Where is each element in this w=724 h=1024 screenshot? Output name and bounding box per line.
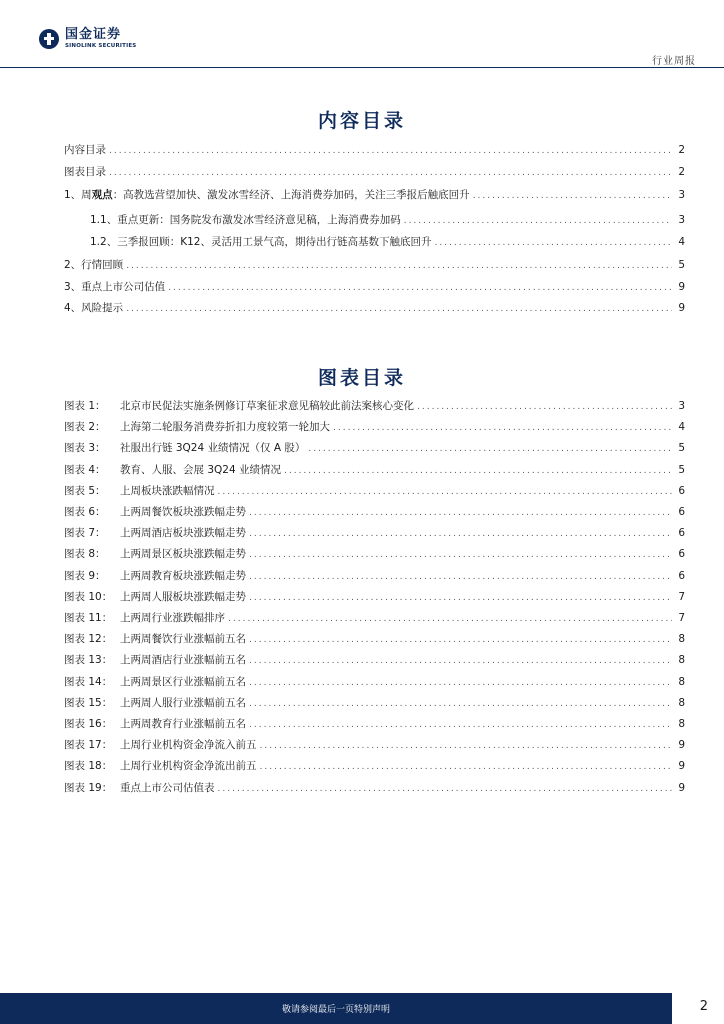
dot-leader	[249, 696, 672, 712]
figure-label: 上两周景区行业涨幅前五名	[120, 675, 246, 688]
toc-page-number: 2	[678, 144, 685, 156]
dot-leader	[260, 738, 673, 754]
dot-leader	[249, 632, 672, 648]
figure-page-number: 9	[678, 781, 685, 794]
figure-item[interactable]	[64, 398, 685, 414]
figure-page-number: 6	[678, 484, 685, 497]
figure-label: 上两周酒店行业涨幅前五名	[120, 654, 246, 667]
figure-page-number: 8	[678, 675, 685, 688]
figure-number: 图表 14：	[64, 675, 113, 688]
dot-leader	[249, 569, 672, 585]
company-name-cn: 国金证券	[65, 27, 122, 42]
sinolink-logo-icon	[38, 28, 60, 50]
page-header	[0, 0, 724, 70]
figure-number: 图表 18：	[64, 760, 113, 773]
figure-page-number: 8	[678, 633, 685, 646]
figure-item[interactable]	[64, 716, 685, 732]
figure-item[interactable]	[64, 440, 685, 456]
figure-label: 上两周酒店板块涨跌幅走势	[120, 527, 246, 540]
contents-title: 内容目录	[317, 110, 406, 132]
figure-item[interactable]	[64, 610, 685, 626]
dot-leader	[434, 235, 672, 251]
figure-label: 教育、人服、会展 3Q24 业绩情况	[120, 463, 281, 476]
dot-leader	[126, 301, 672, 317]
figure-label: 上两周教育板块涨跌幅走势	[120, 569, 246, 582]
figure-number: 图表 19：	[64, 781, 113, 794]
figure-number: 图表 16：	[64, 718, 113, 730]
figure-item[interactable]	[64, 504, 685, 520]
figure-label: 社服出行链 3Q24 业绩情况（仅 A 股）	[120, 442, 306, 455]
figure-page-number: 7	[678, 590, 685, 603]
figure-item[interactable]	[64, 758, 685, 774]
figure-number: 图表 7：	[64, 527, 106, 540]
dot-leader	[228, 611, 672, 627]
toc-subitem[interactable]: 1.2、三季报回顾：K12、灵活用工景气高，期待出行链高基数下触底回升 ..... 4	[90, 234, 685, 250]
figure-item[interactable]	[64, 589, 685, 605]
figure-label: 上两周餐饮行业涨幅前五名	[120, 633, 246, 646]
toc-page-number: 9	[678, 302, 685, 314]
toc-page-number: 3	[678, 189, 685, 201]
toc-item[interactable]: 内容目录 ..... 2	[64, 142, 685, 158]
dot-leader	[218, 781, 673, 797]
figure-label: 上两周行业涨跌幅排序	[120, 612, 225, 624]
report-type-label: 行业周报	[652, 56, 696, 67]
toc-page-number: 9	[678, 281, 685, 293]
dot-leader	[109, 143, 672, 159]
dot-leader	[249, 675, 672, 691]
figure-item[interactable]	[64, 462, 685, 478]
figure-item[interactable]	[64, 568, 685, 584]
figure-item[interactable]	[64, 674, 685, 690]
figure-label: 上两周教育行业涨幅前五名	[120, 718, 246, 730]
toc-page-number: 4	[678, 236, 685, 248]
disclaimer-note: 敬请参阅最后一页特别声明	[281, 1005, 390, 1015]
figure-label: 上两周餐饮板块涨跌幅走势	[120, 506, 246, 518]
toc-item[interactable]: 4、风险提示 ..... 9	[64, 300, 685, 316]
figure-number: 图表 10：	[64, 590, 113, 603]
figure-number: 图表 17：	[64, 739, 113, 752]
figure-item[interactable]	[64, 695, 685, 711]
toc-item[interactable]: 1、周观点：高教选营望加快、激发冰雪经济、上海消费券加码，关注三季报后触底回升 ..... 3	[64, 187, 685, 203]
figure-page-number: 9	[678, 760, 685, 773]
figure-page-number: 9	[678, 739, 685, 752]
header-divider	[0, 67, 724, 68]
toc-item[interactable]: 图表目录 ..... 2	[64, 164, 685, 180]
figure-number: 图表 5：	[64, 484, 106, 497]
dot-leader	[260, 759, 673, 775]
company-logo	[38, 28, 136, 50]
figure-number: 图表 12：	[64, 633, 113, 646]
figure-page-number: 8	[678, 654, 685, 667]
figure-page-number: 7	[678, 612, 685, 624]
dot-leader	[218, 484, 673, 500]
dot-leader	[126, 258, 672, 274]
figure-number: 图表 6：	[64, 506, 106, 518]
figure-number: 图表 4：	[64, 463, 106, 476]
dot-leader	[249, 547, 672, 563]
page-number: 2	[699, 999, 708, 1014]
figure-label: 上周板块涨跌幅情况	[120, 484, 215, 497]
figure-item[interactable]	[64, 419, 685, 435]
figure-item[interactable]	[64, 525, 685, 541]
toc-item[interactable]: 3、重点上市公司估值 ..... 9	[64, 279, 685, 295]
dot-leader	[473, 188, 672, 204]
dot-leader	[333, 420, 672, 436]
figure-number: 图表 11：	[64, 612, 113, 624]
figure-label: 上周行业机构资金净流入前五	[120, 739, 257, 752]
figure-label: 上两周景区板块涨跌幅走势	[120, 548, 246, 561]
dot-leader	[249, 590, 672, 606]
figure-item[interactable]	[64, 631, 685, 647]
figure-page-number: 3	[678, 400, 685, 412]
company-name-en: SINOLINK SECURITIES	[65, 43, 137, 49]
figure-page-number: 6	[678, 548, 685, 561]
dot-leader	[249, 526, 672, 542]
figure-number: 图表 8：	[64, 548, 106, 561]
figure-label: 重点上市公司估值表	[120, 781, 215, 794]
figure-page-number: 6	[678, 569, 685, 582]
figure-page-number: 4	[678, 421, 685, 434]
figure-number: 图表 9：	[64, 569, 106, 582]
toc-item[interactable]: 2、行情回顾 ..... 5	[64, 257, 685, 273]
toc-page-number: 3	[678, 214, 685, 226]
dot-leader	[417, 399, 672, 415]
dot-leader	[249, 653, 672, 669]
figure-item[interactable]	[64, 652, 685, 668]
figure-page-number: 8	[678, 718, 685, 730]
dot-leader	[168, 280, 672, 296]
dot-leader	[284, 463, 672, 479]
dot-leader	[404, 213, 672, 229]
toc-page-number: 5	[678, 259, 685, 271]
figure-number: 图表 2：	[64, 421, 106, 434]
figures-title: 图表目录	[317, 367, 406, 389]
dot-leader	[109, 165, 672, 181]
toc-page-number: 2	[678, 166, 685, 178]
figure-page-number: 5	[678, 463, 685, 476]
figure-number: 图表 15：	[64, 696, 113, 709]
figure-number: 图表 1：	[64, 400, 106, 412]
dot-leader	[249, 505, 672, 521]
dot-leader	[308, 441, 672, 457]
dot-leader	[249, 717, 672, 733]
figure-item[interactable]	[64, 483, 685, 499]
figure-number: 图表 3：	[64, 442, 106, 455]
footer-bar	[0, 993, 672, 1024]
figure-label: 上两周人服板块涨跌幅走势	[120, 590, 246, 603]
toc-subitem[interactable]: 1.1、重点更新：国务院发布激发冰雪经济意见稿，上海消费券加码 ..... 3	[90, 212, 685, 228]
figure-page-number: 5	[678, 442, 685, 455]
figure-item[interactable]	[64, 780, 685, 796]
figure-item[interactable]	[64, 546, 685, 562]
figure-item[interactable]	[64, 737, 685, 753]
figure-label: 北京市民促法实施条例修订草案征求意见稿较此前法案核心变化	[120, 400, 414, 412]
figure-number: 图表 13：	[64, 654, 113, 667]
page-footer	[0, 993, 724, 1024]
figure-page-number: 6	[678, 527, 685, 540]
figure-label: 上周行业机构资金净流出前五	[120, 760, 257, 773]
figure-label: 上两周人服行业涨幅前五名	[120, 696, 246, 709]
figure-page-number: 8	[678, 696, 685, 709]
figure-label: 上海第二轮服务消费券折扣力度较第一轮加大	[120, 421, 330, 434]
figure-page-number: 6	[678, 506, 685, 518]
